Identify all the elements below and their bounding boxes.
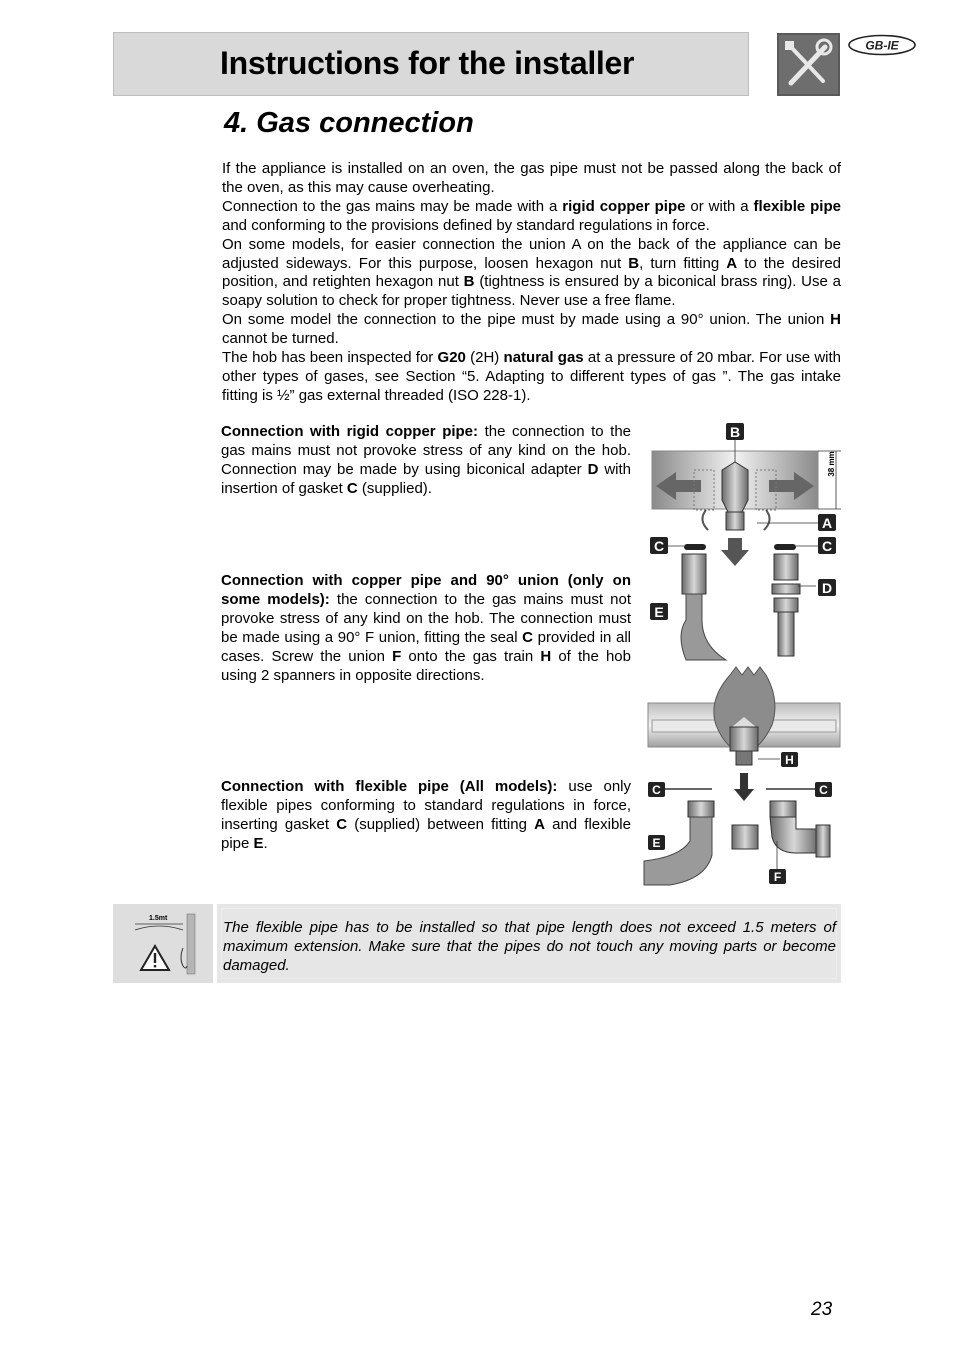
intro-paragraph: The hob has been inspected for G20 (2H) natural gas at a pressure of 20 mbar. For use with other types of gases, see Section “5. Adapting to different types of gas ”. The gas intake fitting is ½” gas external threaded (ISO 228-1).	[222, 349, 842, 404]
intro-paragraph: Connection to the gas mains may be made with a rigid copper pipe or with a flexible pipe and conforming to the provisions defined by standard regulations in force.	[222, 197, 841, 234]
label-badge	[650, 537, 668, 554]
svg-text:E: E	[652, 836, 661, 850]
svg-text:E: E	[654, 604, 664, 620]
label-badge	[726, 423, 744, 440]
label-badge	[781, 752, 798, 767]
svg-text:C: C	[821, 538, 833, 554]
warning-icon	[141, 946, 169, 970]
label-badge	[650, 603, 668, 620]
svg-text:A: A	[821, 515, 833, 531]
label-badge	[818, 579, 836, 596]
flexible-pipe-section	[221, 778, 631, 854]
intro-paragraph: On some models, for easier connection the union A on the back of the appliance can be adjusted sideways. For this purpose, loosen hexagon nut B, turn fitting A to the desired position, and retighten hexagon nut B (tightness is ensured by a biconical brass ring). Use a soapy solution to check for proper tightness. Never use a free flame.	[222, 235, 842, 310]
label-badge	[818, 537, 836, 554]
svg-text:C: C	[652, 783, 661, 797]
dimension-label: 38 mm	[827, 451, 836, 477]
union-90-text: Connection with copper pipe and 90° union (only on some models): the connection to the gas mains must not provoke stress of any kind on the hob. The connection must be made using a 90° F union, fitting the seal C provided in all cases. Screw the union F onto the gas train H of the hob using 2 spanners in opposite directions.	[221, 572, 632, 684]
label-badge	[648, 782, 665, 797]
rigid-pipe-text: Connection with rigid copper pipe: the connection to the gas mains must not provoke stress of any kind on the hob. Connection may be made by using biconical adapter D with insertion of gasket C (supplied).	[221, 423, 631, 497]
svg-text:D: D	[821, 580, 833, 596]
page-header-title: Instructions for the installer	[220, 45, 635, 81]
note-icon-label: 1.5mt	[149, 915, 168, 922]
label-badge	[648, 835, 665, 850]
country-badge	[847, 34, 917, 56]
svg-text:H: H	[785, 753, 794, 767]
section-title: 4. Gas connection	[224, 107, 474, 139]
rigid-connection-figure	[646, 420, 846, 665]
label-badge	[769, 869, 786, 884]
label-badge	[818, 514, 836, 531]
header-bar	[113, 32, 749, 96]
rigid-pipe-section	[221, 423, 631, 499]
note-box	[217, 904, 841, 983]
label-badge	[815, 782, 832, 797]
union-connection-figure	[640, 665, 845, 890]
svg-text:C: C	[653, 538, 665, 554]
intro-paragraph: On some model the connection to the pipe must by made using a 90° union. The union H cannot be turned.	[222, 311, 841, 348]
svg-text:B: B	[729, 424, 741, 440]
intro-paragraph: If the appliance is installed on an oven, the gas pipe must not be passed along the back of the oven, as this may cause overheating.	[222, 160, 841, 196]
warning-icon-box	[113, 904, 213, 983]
flexible-pipe-text: Connection with flexible pipe (All models): use only flexible pipes conforming to standard regulations in force, inserting gasket C (supplied) between fitting A and flexible pipe E.	[221, 778, 631, 852]
note-text: The flexible pipe has to be installed so that pipe length does not exceed 1.5 meters of maximum extension. Make sure that the pipes do not touch any moving parts or become damaged.	[223, 919, 836, 974]
svg-text:C: C	[819, 783, 828, 797]
page-number: 23	[811, 1299, 833, 1320]
svg-text:F: F	[773, 870, 782, 884]
country-badge-label: GB-IE	[865, 38, 899, 53]
union-90-section	[221, 572, 631, 685]
tools-icon	[777, 33, 840, 96]
intro-text	[222, 160, 841, 406]
